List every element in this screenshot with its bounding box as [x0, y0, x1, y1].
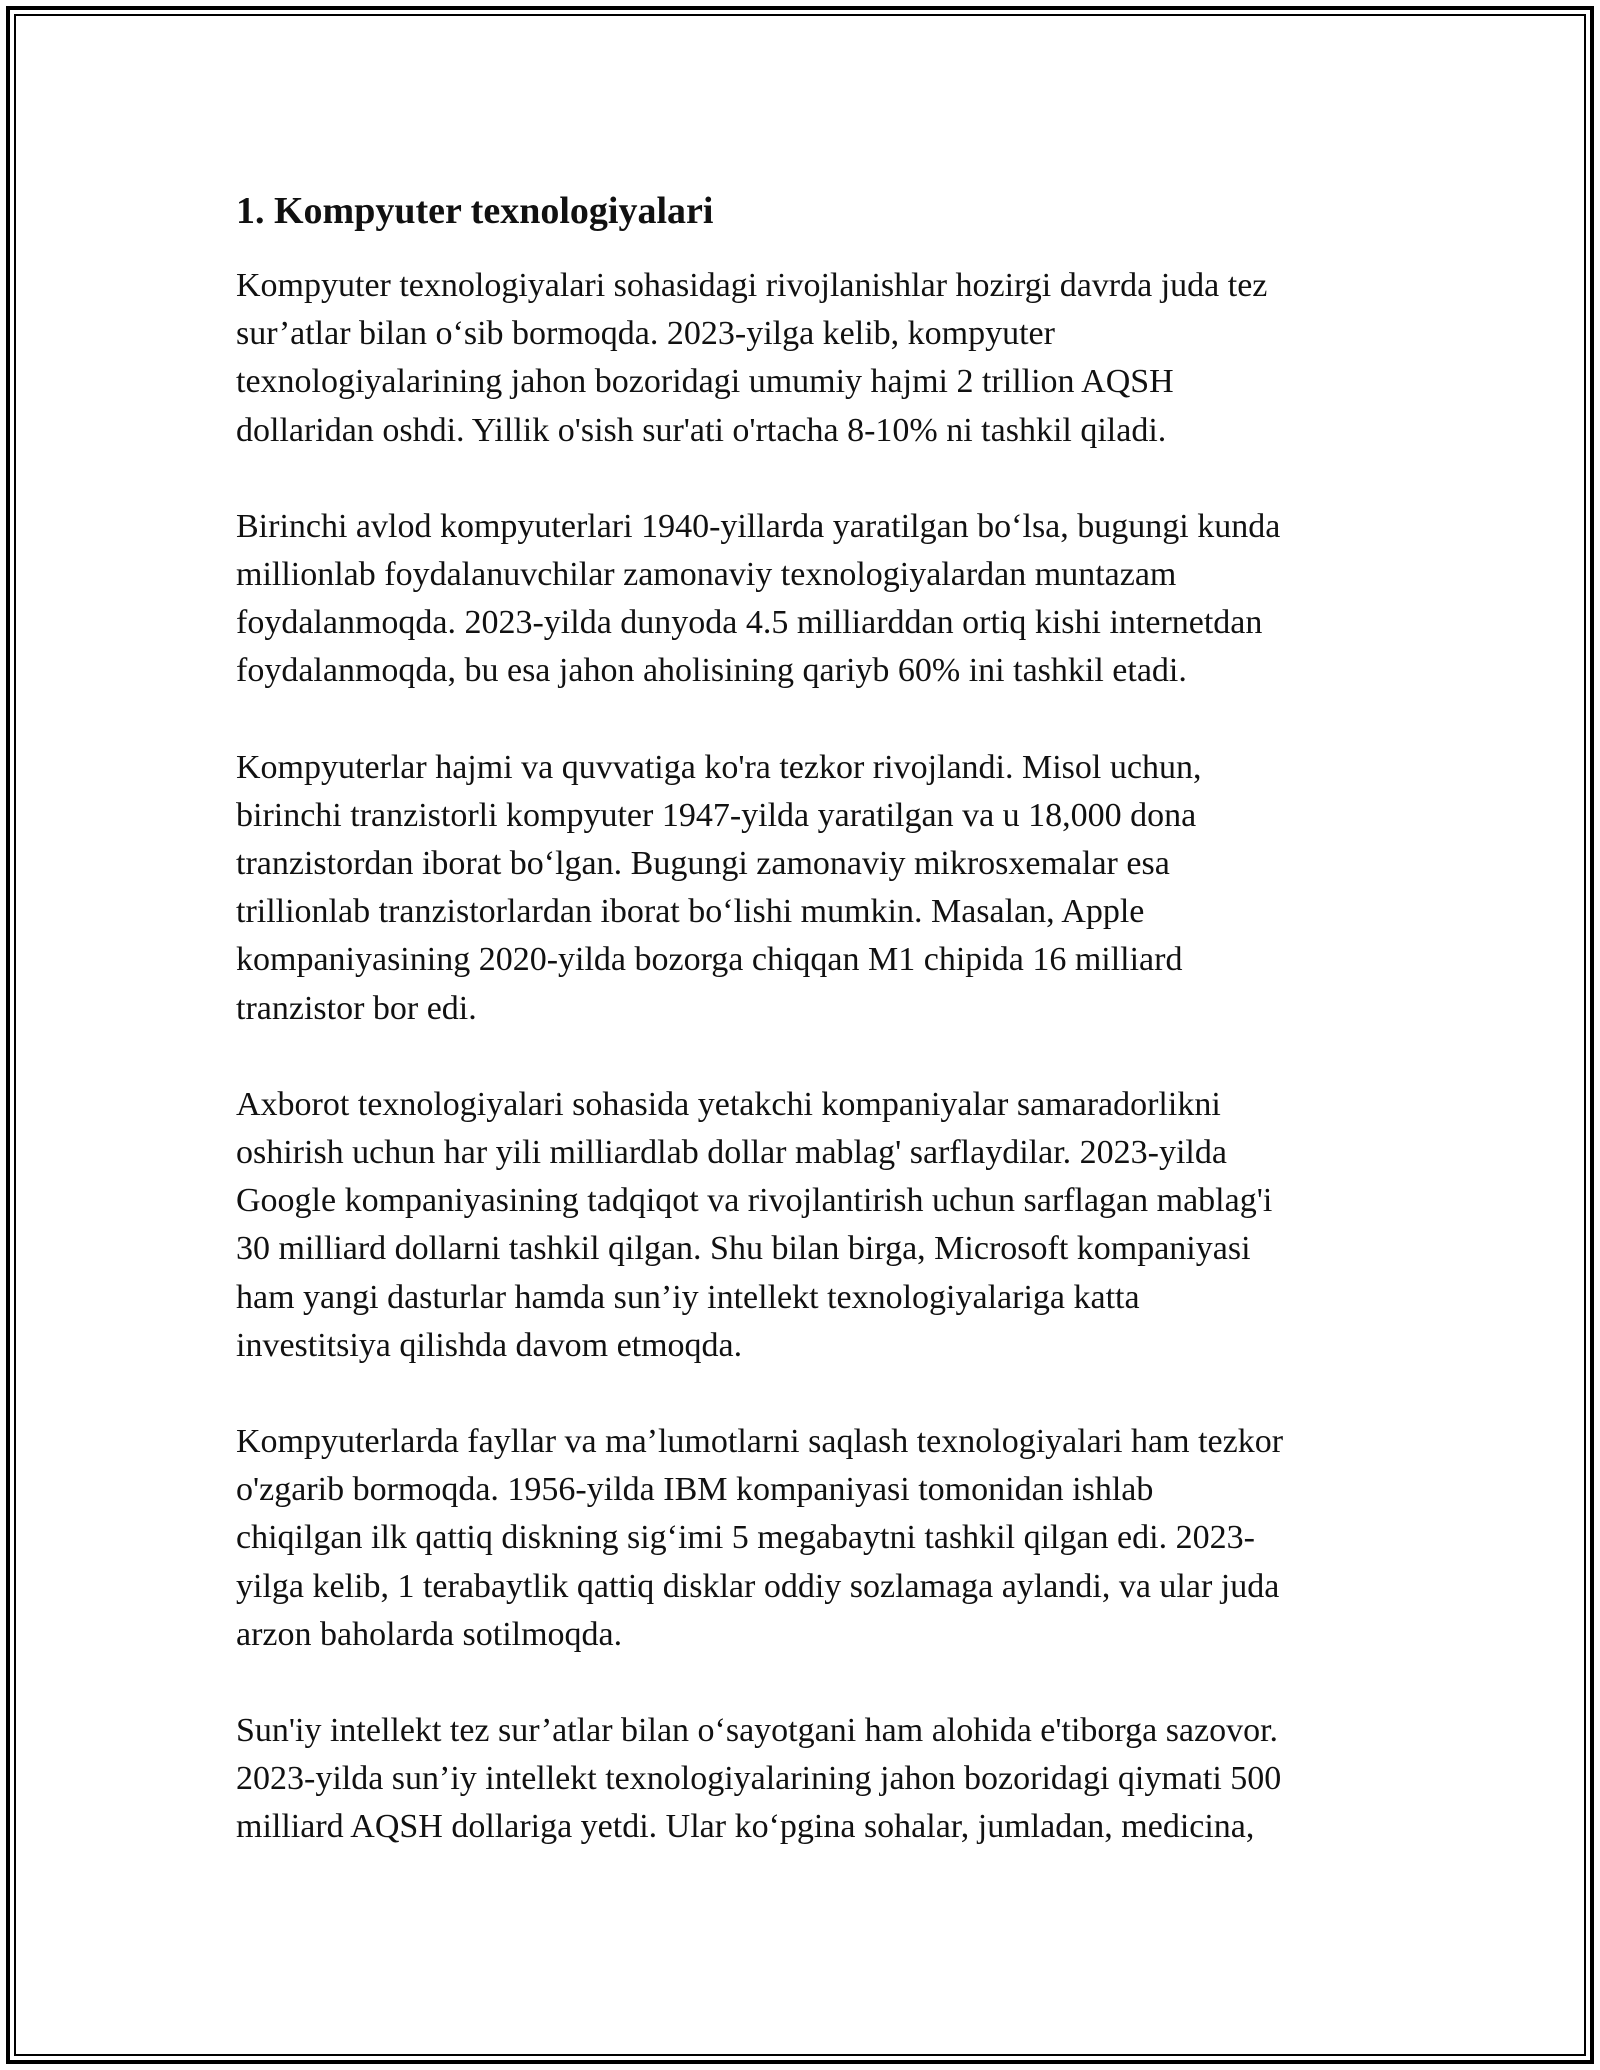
paragraph-3: Kompyuterlar hajmi va quvvatiga ko'ra tezkor rivojlandi. Misol uchun, birinchi tranzistorli kompyuter 1947-yilda yaratilgan va u 18,000 dona tranzistordan iborat bo‘lgan. Bugungi zamonaviy mikrosxemalar esa trillionlab tranzistorlardan iborat bo‘lishi mumkin. Masalan, Apple kompaniyasining 2020-yilda bozorga chiqqan M1 chipida 16 milliard tranzistor bor edi. — [236, 748, 1202, 1027]
paragraph-4: Axborot texnologiyalari sohasida yetakchi kompaniyalar samaradorlikni oshirish uchun har yili milliardlab dollar mablag' sarflaydilar. 2023-yilda Google kompaniyasining tadqiqot va rivojlantirish uchun sarflagan mablag'i 30 milliard dollarni tashkil qilgan. Shu bilan birga, Microsoft kompaniyasi ham yangi dasturlar hamda sun’iy intellekt texnologiyalariga katta investitsiya qilishda davom etmoqda. — [236, 1085, 1273, 1364]
section-heading: 1. Kompyuter texnologiyalari — [236, 190, 714, 232]
paragraph-1: Kompyuter texnologiyalari sohasidagi rivojlanishlar hozirgi davrda juda tez sur’atlar bilan o‘sib bormoqda. 2023-yilga kelib, kompyuter texnologiyalarining jahon bozoridagi umumiy hajmi 2 trillion AQSH dollaridan oshdi. Yillik o'sish sur'ati o'rtacha 8-10% ni tashkil qiladi. — [236, 267, 1268, 449]
document-body — [236, 186, 1376, 1900]
paragraph-5: Kompyuterlarda fayllar va ma’lumotlarni saqlash texnologiyalari ham tezkor o'zgarib bormoqda. 1956-yilda IBM kompaniyasi tomonidan ishlab chiqilgan ilk qattiq diskning sig‘imi 5 megabaytni tashkil qilgan edi. 2023- yilga kelib, 1 terabaytlik qattiq disklar oddiy sozlamaga aylandi, va ular juda arzon baholarda sotilmoqda. — [236, 1423, 1284, 1653]
paragraph-6: Sun'iy intellekt tez sur’atlar bilan o‘sayotgani ham alohida e'tiborga sazovor. 2023-yilda sun’iy intellekt texnologiyalarining jahon bozoridagi qiymati 500 milliard AQSH dollariga yetdi. Ular ko‘pgina sohalar, jumladan, medicina, — [236, 1712, 1282, 1846]
paragraph-2: Birinchi avlod kompyuterlari 1940-yillarda yaratilgan bo‘lsa, bugungi kunda millionlab foydalanuvchilar zamonaviy texnologiyalardan muntazam foydalanmoqda. 2023-yilda dunyoda 4.5 milliarddan ortiq kishi internetdan foydalanmoqda, bu esa jahon aholisining qariyb 60% ini tashkil etadi. — [236, 507, 1281, 690]
